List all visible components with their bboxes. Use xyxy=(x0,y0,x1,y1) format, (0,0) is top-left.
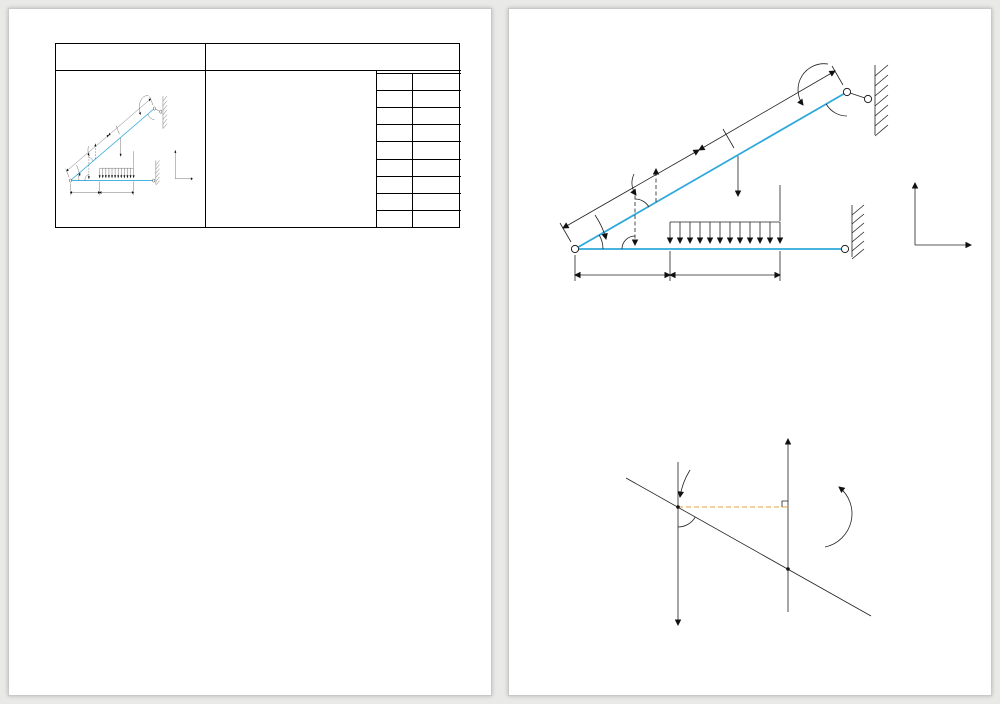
right-angle-mark xyxy=(782,501,788,507)
figure-1-scheme xyxy=(535,19,995,337)
data-row xyxy=(377,91,461,108)
wall-support-a xyxy=(852,205,864,259)
data-key xyxy=(377,74,413,90)
data-key xyxy=(377,91,413,107)
angle-gamma-leader xyxy=(680,470,690,497)
inclined-beam-cb xyxy=(575,92,847,249)
hinge-b xyxy=(843,88,850,95)
moment-arrow xyxy=(825,487,852,547)
angle-gamma-c-arc xyxy=(622,236,635,249)
table-description-cell xyxy=(206,71,377,227)
wall-support-e xyxy=(875,65,888,136)
data-row xyxy=(377,125,461,142)
table-figure-cell xyxy=(56,71,206,227)
table-header-right xyxy=(206,44,461,71)
dimension-2a-lines xyxy=(575,251,780,281)
angle-alpha-leader xyxy=(595,215,606,239)
thumbnail-scheme-figure xyxy=(58,75,200,221)
data-row xyxy=(377,160,461,177)
distributed-load xyxy=(670,185,780,243)
table-data-cell xyxy=(377,71,461,227)
data-key xyxy=(377,211,413,227)
data-key xyxy=(377,108,413,124)
data-row xyxy=(377,177,461,194)
data-row xyxy=(377,108,461,125)
document-page-2 xyxy=(508,8,992,696)
figure-2-scheme xyxy=(593,407,933,657)
angle-gamma-arc xyxy=(678,517,695,527)
point-e-dot xyxy=(676,505,680,509)
hinge-e-wall xyxy=(864,95,871,102)
coordinate-axes xyxy=(915,183,971,245)
angle-alpha-arc xyxy=(599,235,603,249)
ek-line-extended xyxy=(626,478,871,616)
angle-beta-arc xyxy=(826,104,847,116)
couple-moment-diagram xyxy=(626,439,871,625)
data-key xyxy=(377,142,413,158)
document-page-1 xyxy=(8,8,492,696)
point-k-dot xyxy=(786,567,790,571)
angle-gamma-e-arc xyxy=(635,199,649,207)
data-key xyxy=(377,194,413,210)
data-row xyxy=(377,74,461,91)
data-key xyxy=(377,177,413,193)
data-row xyxy=(377,142,461,159)
table-header-left xyxy=(56,44,206,71)
data-row xyxy=(377,211,461,227)
moment-m-arrow xyxy=(798,64,828,105)
hinge-a xyxy=(841,245,848,252)
data-key xyxy=(377,125,413,141)
data-row xyxy=(377,194,461,211)
problem-summary-table xyxy=(55,43,460,228)
hinge-c xyxy=(571,245,578,252)
dimension-3a-lines xyxy=(560,66,843,242)
data-key xyxy=(377,160,413,176)
